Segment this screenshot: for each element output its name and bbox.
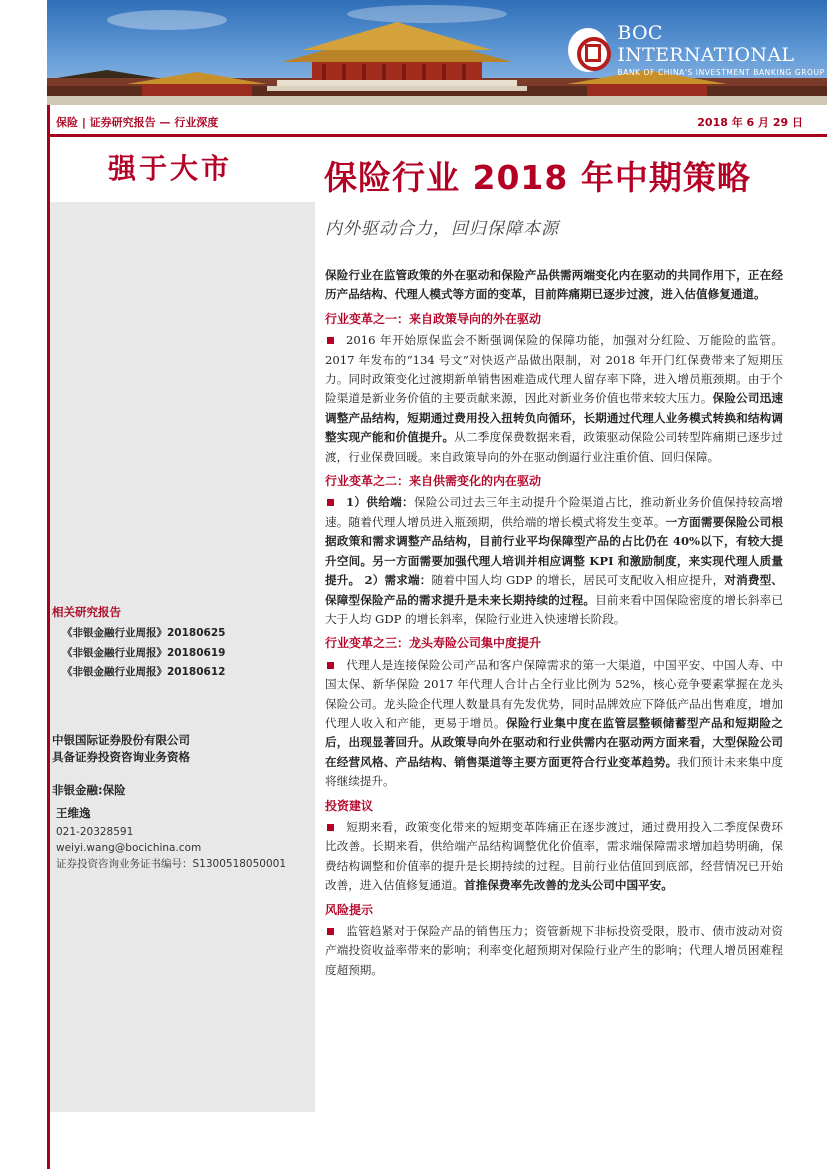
square-bullet-icon (327, 499, 334, 506)
body-text: 代理人是连接保险公司产品和客户保障需求的第一大渠道，中国平安、中国人寿、中国太保、新华保险 2017 年代理人合计占全行业比例为 52%，核心竞争要素掌握在龙头保险公司。龙头险企代理人数量具有先发优势，同时品牌效应下降低产品出售难度，增加代理人收入和产能，更易于增员。 (325, 657, 783, 730)
body-text: 我们预计未来集中度将继续提升。 (325, 754, 783, 789)
report-category: 保险 | 证券研究报告 — 行业深度 (56, 116, 219, 129)
body-text: 从二季度保费数据来看，政策驱动保险公司转型阵痛期已逐步过渡，行业保费回暖。来自政策导向的外在驱动倒逼行业注重价值、回归保障。 (325, 430, 783, 464)
report-subheader (50, 110, 827, 132)
emphasis-text: 保险公司迅速调整产品结构，短期通过费用投入扭转负向循环，长期通过代理人业务模式转换和结构调整实现产能和价值提升。 (325, 391, 783, 445)
emphasis-text: 首推保费率先改善的龙头公司中国平安。 (464, 878, 673, 893)
emphasis-text: 保险行业集中度在监管层整顿储蓄型产品和短期险之后，出现显著回升。从政策导向外在驱动和行业供需内在驱动两方面来看，大型保险公司在经营风格、产品结构、销售渠道等主要方面更符合行业变革趋势。 (325, 715, 783, 769)
analyst-license: 证券投资咨询业务证书编号：S1300518050001 (56, 858, 287, 870)
section-heading: 行业变革之三：龙头寿险公司集中度提升 (325, 636, 542, 651)
section-heading: 风险提示 (325, 902, 374, 917)
related-reports-title: 相关研究报告 (52, 605, 121, 619)
analyst-phone: 021-20328591 (56, 826, 134, 838)
brand-name: BOC INTERNATIONAL (617, 22, 795, 66)
emphasis-text: 2）需求端： (360, 573, 432, 588)
related-report-item[interactable]: 《非银金融行业周报》20180619 (62, 646, 226, 659)
analyst-contact (56, 824, 286, 872)
section-paragraph (325, 331, 783, 467)
boc-logo-icon (568, 28, 608, 72)
section-paragraph (325, 818, 783, 896)
header-banner (47, 0, 827, 105)
report-title: 保险行业 2018 年中期策略 (324, 158, 751, 197)
body-text: 保险公司过去三年主动提升个险渠道占比，推动新业务价值保持较高增速。随着代理人增员进入瓶颈期，供给端的增长模式将发生变革。 (325, 495, 783, 529)
organization-name: 中银国际证券股份有限公司 (52, 733, 190, 747)
related-report-item[interactable]: 《非银金融行业周报》20180625 (62, 627, 226, 639)
square-bullet-icon (327, 928, 334, 935)
emphasis-text: 一方面需要保险公司根据政策和需求调整产品结构，目前行业平均保障型产品的占比仍在 40%以下，有较大提升空间。另一方面需要加强代理人培训并相应调整 KPI 和激励制度，来实现代理人质量提升。 (325, 514, 783, 588)
section-heading: 投资建议 (325, 798, 374, 813)
square-bullet-icon (327, 337, 334, 344)
section-paragraph (325, 656, 783, 792)
organization-info (52, 732, 190, 766)
analyst-name: 王维逸 (56, 806, 91, 820)
organization-qualification: 具备证券投资咨询业务资格 (52, 750, 190, 764)
report-subtitle: 内外驱动合力，回归保障本源 (325, 219, 559, 239)
industry-rating: 强于大市 (108, 152, 233, 185)
boc-international-logo (568, 22, 827, 77)
report-summary: 保险行业在监管政策的外在驱动和保险产品供需两端变化内在驱动的共同作用下，正在经历产品结构、代理人模式等方面的变革，目前阵痛期已逐步过渡，进入估值修复通道。 (325, 268, 783, 302)
body-text: 监管趋紧对于保险产品的销售压力；资管新规下非标投资受限，股市、债市波动对资产端投资收益率带来的影响；利率变化超预期对保险行业产生的影响；代理人增员困难程度超预期。 (325, 924, 783, 977)
section-heading: 行业变革之二：来自供需变化的内在驱动 (325, 474, 542, 489)
report-date: 2018 年 6 月 29 日 (697, 116, 803, 129)
emphasis-text: 1）供给端： (346, 495, 414, 510)
analyst-email[interactable]: weiyi.wang@bocichina.com (56, 842, 202, 854)
related-report-item[interactable]: 《非银金融行业周报》20180612 (62, 666, 226, 678)
report-body (325, 266, 783, 980)
body-text: 短期来看，政策变化带来的短期变革阵痛正在逐步渡过，通过费用投入二季度保费环比改善。长期来看，供给端产品结构调整优化价值率，需求端保障需求增加趋势明确，保费结构调整和价值率的提升是长期持续的过程。目前行业估值回到底部，经营情况已开始改善，进入估值修复通道。 (325, 819, 783, 893)
body-text: 随着中国人均 GDP 的增长，居民可支配收入相应提升， (431, 573, 725, 588)
square-bullet-icon (327, 662, 334, 669)
section-paragraph (325, 922, 783, 980)
brand-tagline: BANK OF CHINA'S INVESTMENT BANKING GROUP (617, 68, 825, 77)
body-text: 目前来看中国保险密度的增长斜率已大于人均 GDP 的增长斜率，保险行业进入快速增长阶段。 (325, 592, 783, 626)
section-heading: 行业变革之一：来自政策导向的外在驱动 (325, 311, 542, 326)
square-bullet-icon (327, 824, 334, 831)
emphasis-text: 对消费型、保障型保险产品的需求提升是未来长期持续的过程。 (325, 573, 783, 607)
report-sections (325, 310, 783, 980)
section-paragraph (325, 493, 783, 629)
sector-label: 非银金融:保险 (52, 783, 126, 797)
body-text: 2016 年开始原保监会不断强调保险的保障功能，加强对分红险、万能险的监管。2017 年发布的“134 号文”对快返产品做出限制，对 2018 年开门红保费带来了短期压力。同时政策变化过渡期新单销售困难造成代理人留存率下降，进入增员瓶颈期。由于个险渠道是新业务价值的主要贡献来源，因此对新业务价值也带来较大压力。 (325, 333, 783, 406)
related-reports-list (62, 624, 225, 683)
